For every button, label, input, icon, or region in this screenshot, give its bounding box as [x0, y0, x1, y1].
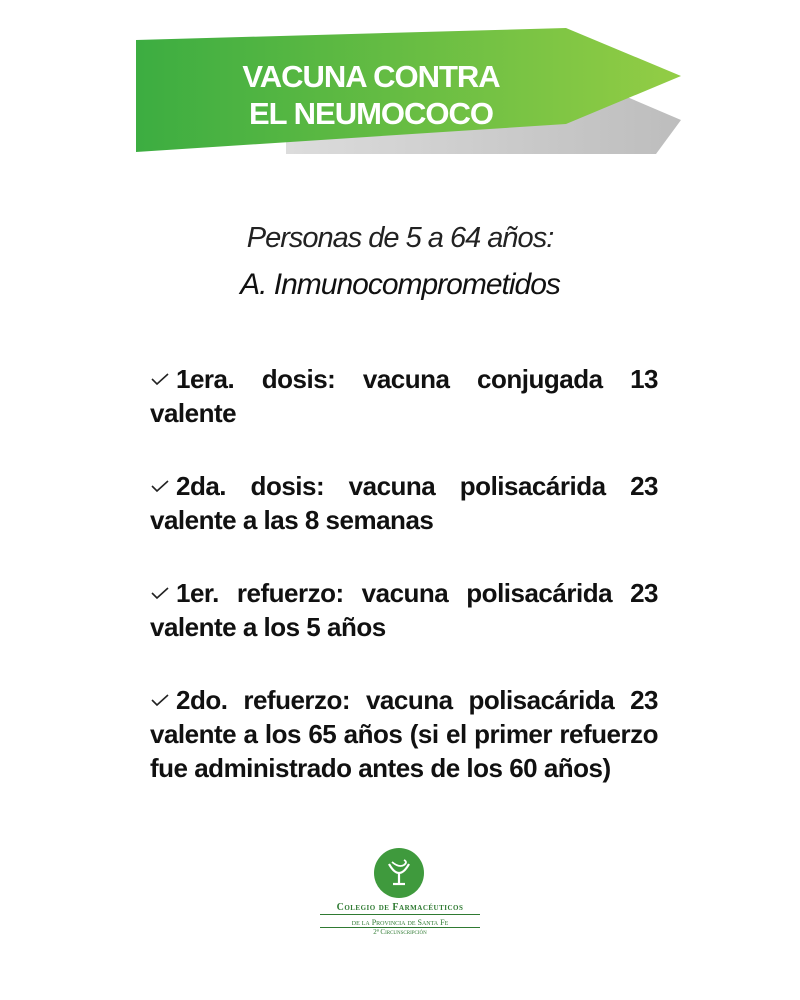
- check-icon: [150, 693, 170, 707]
- dose-item-3: [150, 576, 658, 644]
- dose-text: 2da. dosis: vacuna polisacárida 23 valente a las 8 semanas: [150, 471, 658, 535]
- check-icon: [150, 479, 170, 493]
- logo-district: 2ª Circunscripción: [373, 928, 427, 936]
- college-logo: [320, 848, 480, 938]
- dose-text: 2do. refuerzo: vacuna polisacárida 23 valente a los 65 años (si el primer refuerzo fue administrado antes de los 60 años): [150, 685, 658, 783]
- logo-province: de la Provincia de Santa Fe: [320, 918, 480, 928]
- dose-text: 1er. refuerzo: vacuna polisacárida 23 valente a los 5 años: [150, 578, 658, 642]
- banner-title-line2: EL NEUMOCOCO: [248, 96, 494, 131]
- banner-title: [206, 58, 536, 132]
- dose-item-1: [150, 362, 658, 430]
- check-icon: [150, 372, 170, 386]
- group-subtitle: A. Inmunocomprometidos: [240, 268, 560, 301]
- logo-name: Colegio de Farmacéuticos: [320, 902, 480, 915]
- dose-item-4: [150, 683, 658, 785]
- title-banner: [136, 28, 681, 154]
- banner-title-line1: VACUNA CONTRA: [242, 59, 500, 94]
- dose-text: 1era. dosis: vacuna conjugada 13 valente: [150, 364, 658, 428]
- pharmacy-cup-icon: [374, 848, 424, 898]
- dose-item-2: [150, 469, 658, 537]
- check-icon: [150, 586, 170, 600]
- dose-list: [150, 362, 658, 824]
- audience-subtitle: Personas de 5 a 64 años:: [246, 222, 554, 254]
